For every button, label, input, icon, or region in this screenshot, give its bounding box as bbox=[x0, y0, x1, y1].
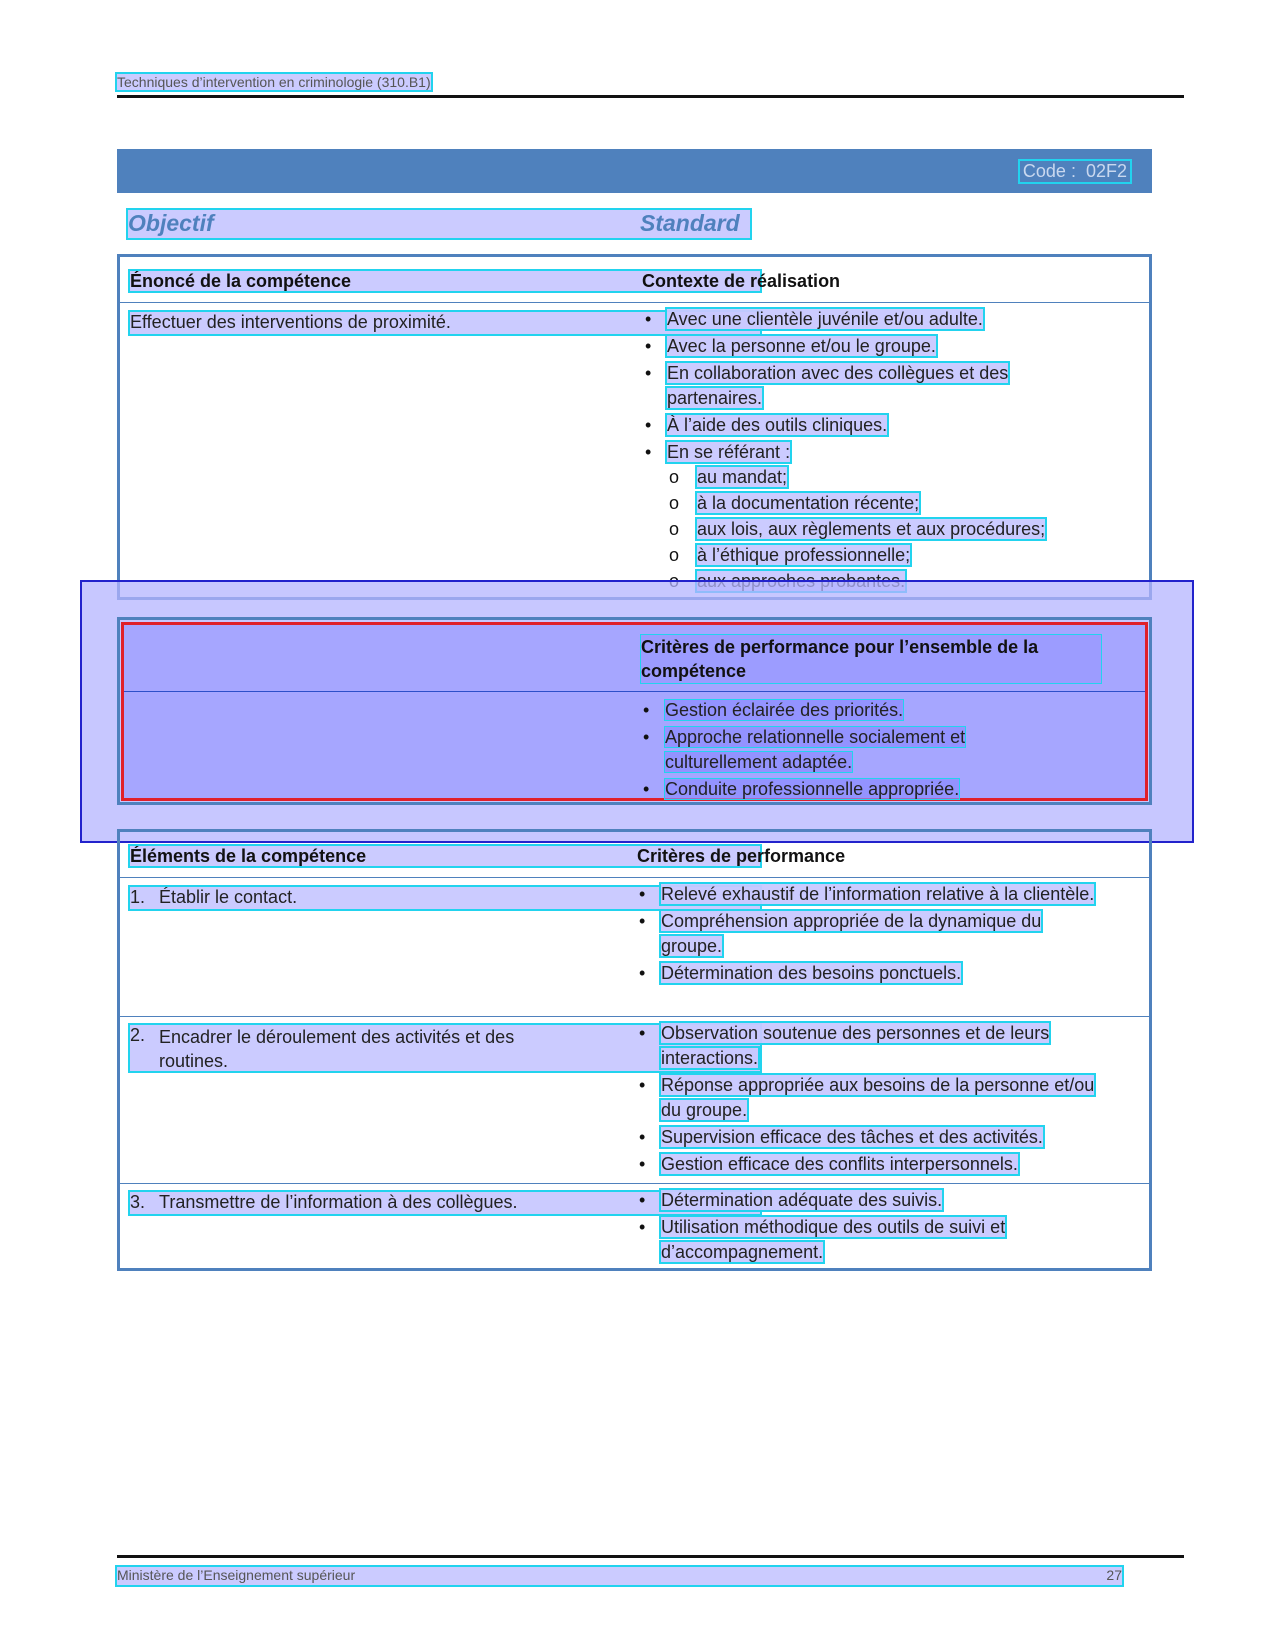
list-item: • Relevé exhaustif de l’information relative à la clientèle. bbox=[637, 882, 1097, 907]
code-label: Code : bbox=[1022, 161, 1076, 181]
list-item: • Approche relationnelle socialement et culturellement adaptée. bbox=[641, 725, 1041, 775]
list-item: • Réponse appropriée aux besoins de la personne et/ou du groupe. bbox=[637, 1073, 1107, 1123]
code-value: 02F2 bbox=[1085, 161, 1127, 181]
row-divider bbox=[120, 1016, 1149, 1017]
list-item: • Observation soutenue des personnes et de leurs interactions. bbox=[637, 1021, 1107, 1071]
list-item: • Conduite professionnelle appropriée. bbox=[641, 777, 1041, 802]
element-row-3: 3. Transmettre de l’information à des collègues. bbox=[130, 1192, 760, 1214]
list-item: • Gestion efficace des conflits interpersonnels. bbox=[637, 1152, 1107, 1177]
list-item: • En se référant : o au mandat; o à la documentation récente; o aux lois, aux règlements et aux procédures; o à l’éthique professionnelle; o bbox=[643, 440, 1063, 594]
enonce-header: Énoncé de la compétence bbox=[130, 271, 760, 291]
sub-list-item: o aux lois, aux règlements et aux procédures; bbox=[697, 517, 1063, 542]
row-divider bbox=[120, 1183, 1149, 1184]
list-item: • Supervision efficace des tâches et des activités. bbox=[637, 1125, 1107, 1150]
document-footer bbox=[117, 1567, 1122, 1585]
sub-list-item: o à l’éthique professionnelle; bbox=[697, 543, 1063, 568]
objectif-heading: Objectif bbox=[128, 210, 214, 236]
element-3-criteria bbox=[637, 1188, 1057, 1267]
list-item: • Avec une clientèle juvénile et/ou adulte. bbox=[643, 307, 1063, 332]
enonce-text: Effectuer des interventions de proximité. bbox=[130, 312, 760, 334]
table2-header-divider bbox=[120, 877, 1149, 878]
table1-header-divider bbox=[120, 302, 1149, 303]
standard-heading: Standard bbox=[640, 210, 740, 236]
list-item: • Détermination des besoins ponctuels. bbox=[637, 961, 1097, 986]
elements-header: Éléments de la compétence bbox=[130, 846, 760, 866]
list-item: • Utilisation méthodique des outils de suivi et d’accompagnement. bbox=[637, 1215, 1057, 1265]
header-rule bbox=[117, 95, 1184, 98]
sub-list-item: o au mandat; bbox=[697, 465, 1063, 490]
list-item: • En collaboration avec des collègues et des partenaires. bbox=[643, 361, 1063, 411]
page-number: 27 bbox=[1106, 1567, 1122, 1583]
sub-list-item: o à la documentation récente; bbox=[697, 491, 1063, 516]
list-item: • Gestion éclairée des priorités. bbox=[641, 698, 1041, 723]
list-item: • Détermination adéquate des suivis. bbox=[637, 1188, 1057, 1213]
element-row-1: 1. Établir le contact. bbox=[130, 887, 760, 909]
element-row-2: 2. Encadrer le déroulement des activités et des routines. bbox=[130, 1025, 760, 1071]
criteria-ensemble-box[interactable] bbox=[121, 622, 1148, 801]
list-item: • À l’aide des outils cliniques. bbox=[643, 413, 1063, 438]
footer-ministry: Ministère de l’Enseignement supérieur bbox=[117, 1567, 356, 1583]
competence-table bbox=[117, 254, 1152, 600]
contexte-header: Contexte de réalisation bbox=[642, 271, 841, 291]
elements-table bbox=[117, 829, 1152, 1271]
criteria-divider bbox=[124, 691, 1145, 692]
code-bar bbox=[117, 149, 1152, 193]
sub-list bbox=[667, 465, 1063, 594]
document-header-title: Techniques d’intervention en criminologie (310.B1) bbox=[117, 74, 431, 90]
list-item: • Compréhension appropriée de la dynamique du groupe. bbox=[637, 909, 1097, 959]
contexte-list bbox=[643, 307, 1063, 596]
criteria-ensemble-list bbox=[641, 698, 1041, 804]
footer-rule bbox=[117, 1555, 1184, 1558]
element-2-criteria bbox=[637, 1021, 1107, 1179]
element-1-criteria bbox=[637, 882, 1097, 988]
section-headings bbox=[128, 210, 750, 238]
list-item: • Avec la personne et/ou le groupe. bbox=[643, 334, 1063, 359]
criteria-header: Critères de performance bbox=[637, 846, 846, 866]
criteria-ensemble-header: Critères de performance pour l’ensemble de la compétence bbox=[641, 635, 1101, 683]
competence-code bbox=[1020, 161, 1130, 182]
